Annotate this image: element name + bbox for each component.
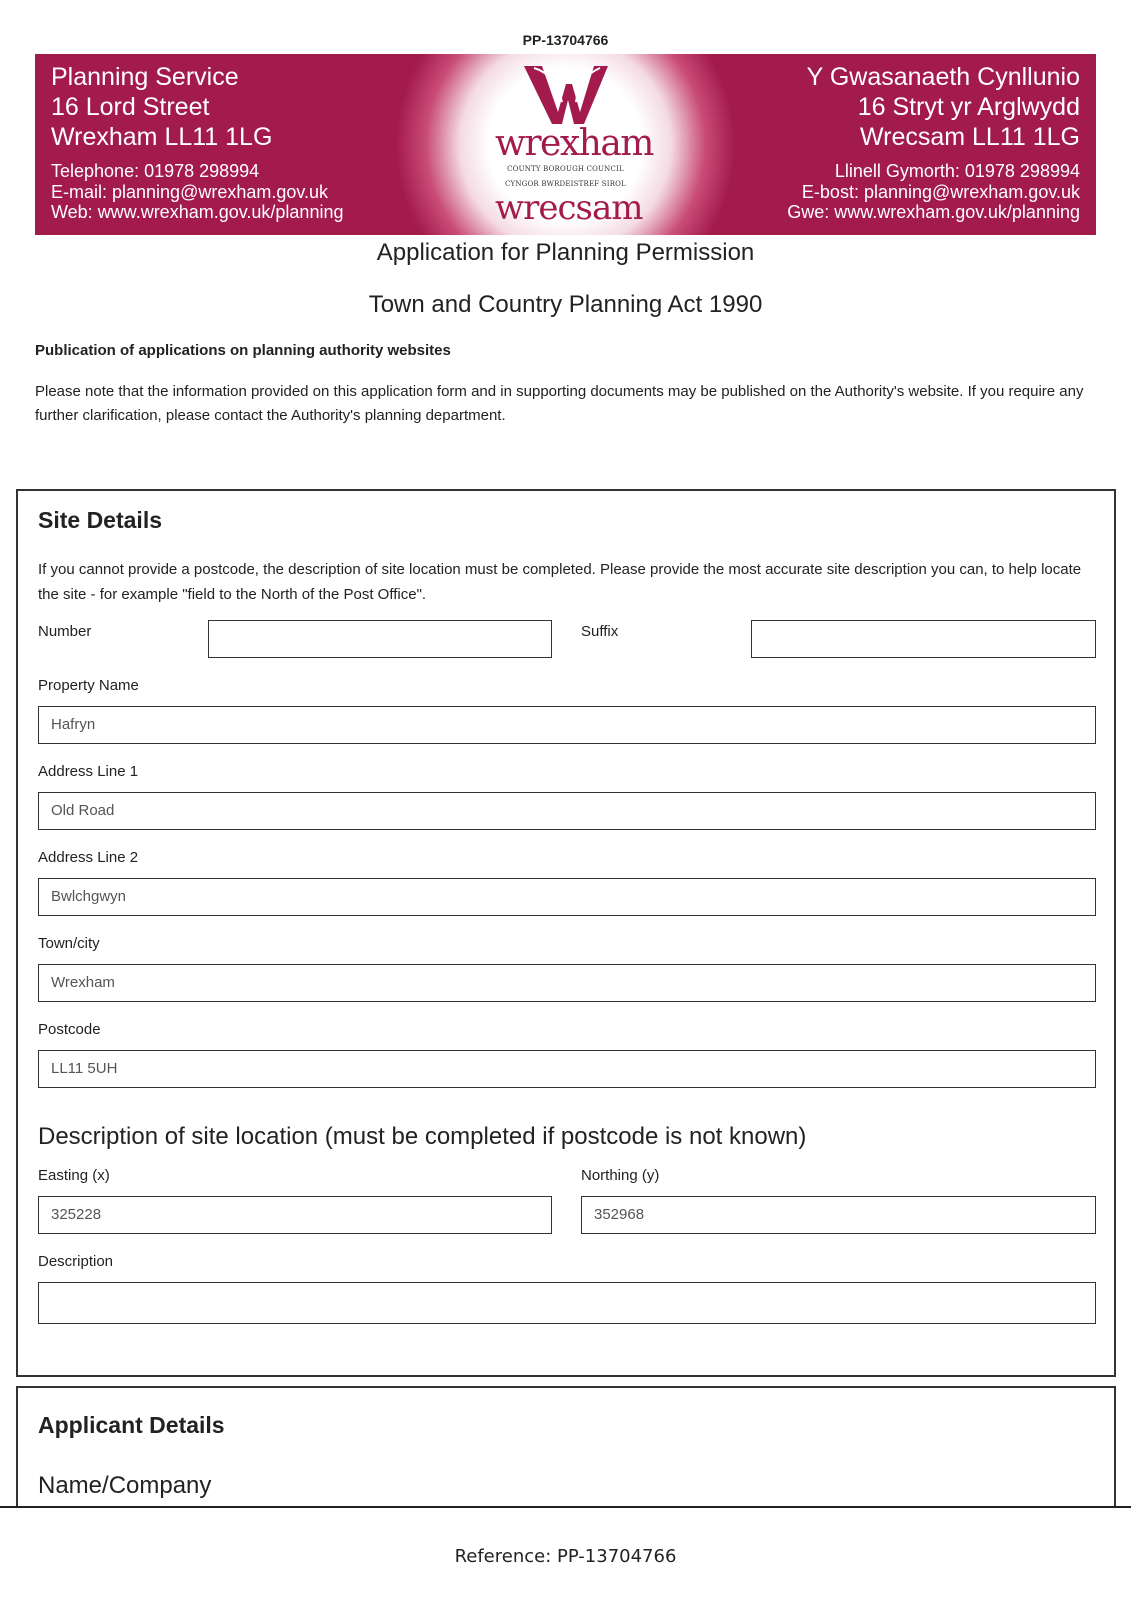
telephone-text-welsh: Llinell Gymorth: 01978 298994	[834, 161, 1080, 181]
reference-number-top: PP-13704766	[522, 32, 609, 48]
site-location-heading: Description of site location (must be completed if postcode is not known)	[38, 1123, 807, 1150]
council-header-banner	[35, 54, 1096, 235]
street-address-welsh: 16 Stryt yr Arglwydd	[857, 93, 1080, 121]
service-name-welsh: Y Gwasanaeth Cynllunio	[806, 63, 1080, 91]
easting-field[interactable]: 325228	[38, 1196, 552, 1234]
applicant-details-title: Applicant Details	[38, 1412, 225, 1438]
address-line-1-label: Address Line 1	[38, 763, 139, 780]
form-title: Application for Planning Permission	[376, 239, 755, 266]
web-text-welsh: Gwe: www.wrexham.gov.uk/planning	[787, 202, 1080, 222]
northing-label: Northing (y)	[581, 1167, 660, 1184]
logo-text-english: wrexham	[495, 123, 653, 164]
street-address: 16 Lord Street	[51, 93, 210, 121]
northing-field[interactable]: 352968	[581, 1196, 1096, 1234]
description-label: Description	[38, 1253, 114, 1270]
footer-reference: Reference: PP-13704766	[454, 1546, 677, 1567]
welsh-contact-block	[787, 62, 1080, 223]
site-details-panel	[16, 489, 1116, 1377]
applicant-details-panel	[16, 1386, 1116, 1506]
publication-heading: Publication of applications on planning authority websites	[35, 342, 451, 359]
site-details-help: If you cannot provide a postcode, the description of site location must be completed. Please provide the most accurate site description you can, to help locate the site - for example "field to the North of the Post Office".	[38, 561, 1082, 603]
number-field[interactable]	[208, 620, 552, 658]
name-company-heading: Name/Company	[38, 1472, 212, 1499]
logo-subtitle-english: COUNTY BOROUGH COUNCIL	[507, 165, 624, 173]
suffix-label: Suffix	[581, 623, 619, 640]
address-line-2-field[interactable]: Bwlchgwyn	[38, 878, 1096, 916]
email-text-welsh: E-bost: planning@wrexham.gov.uk	[801, 181, 1080, 202]
site-details-title: Site Details	[38, 507, 162, 533]
description-field[interactable]	[38, 1282, 1096, 1324]
postcode-field[interactable]: LL11 5UH	[38, 1050, 1096, 1088]
postcode-label: Postcode	[38, 1021, 101, 1038]
logo-text-welsh: wrecsam	[495, 188, 643, 228]
web-text: Web: www.wrexham.gov.uk/planning	[51, 202, 344, 222]
town-postcode: Wrexham LL11 1LG	[51, 123, 273, 151]
easting-label: Easting (x)	[38, 1167, 110, 1184]
english-contact-block	[51, 62, 343, 223]
town-postcode-welsh: Wrecsam LL11 1LG	[859, 123, 1080, 151]
address-line-1-field[interactable]: Old Road	[38, 792, 1096, 830]
publication-notice: Please note that the information provided on this application form and in supporting documents may be published on the Authority's website. If you require any further clarification, please contact the Authority's planning department.	[35, 383, 1084, 424]
town-city-label: Town/city	[38, 935, 100, 952]
email-text: E-mail: planning@wrexham.gov.uk	[51, 181, 329, 202]
town-city-field[interactable]: Wrexham	[38, 964, 1096, 1002]
telephone-text: Telephone: 01978 298994	[51, 161, 260, 181]
wrexham-council-logo	[495, 62, 653, 230]
suffix-field[interactable]	[751, 620, 1096, 658]
address-line-2-label: Address Line 2	[38, 849, 139, 866]
w-emblem-icon	[520, 62, 612, 126]
number-label: Number	[38, 623, 92, 640]
footer-divider	[0, 1506, 1131, 1508]
service-name: Planning Service	[51, 63, 239, 91]
form-subtitle: Town and Country Planning Act 1990	[368, 291, 763, 318]
property-name-field[interactable]: Hafryn	[38, 706, 1096, 744]
property-name-label: Property Name	[38, 677, 139, 694]
logo-subtitle-welsh: CYNGOR BWRDEISTREF SIROL	[505, 180, 626, 188]
